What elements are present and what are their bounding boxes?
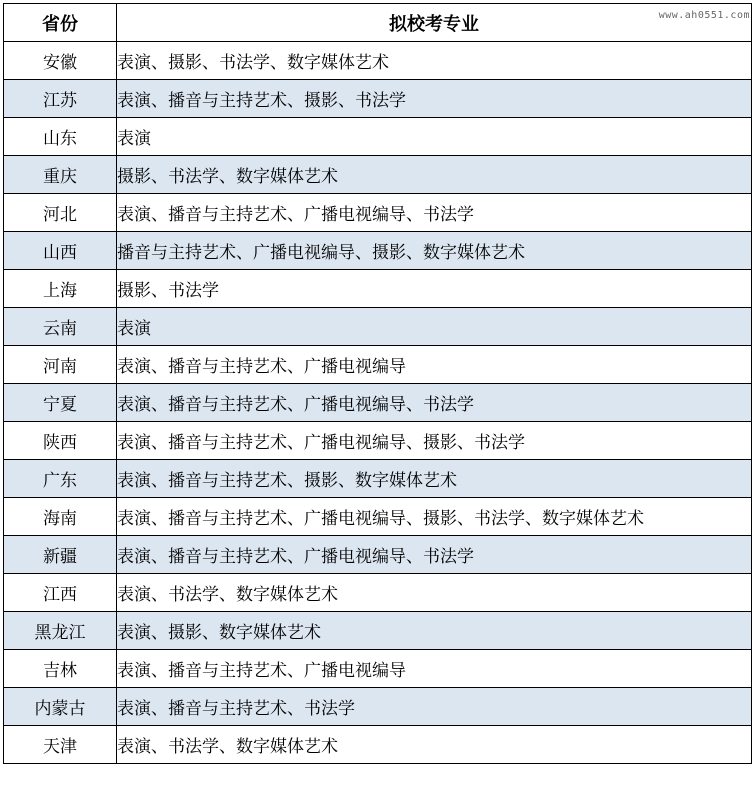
table-row	[4, 422, 752, 460]
table-row	[4, 232, 752, 270]
province-cell: 广东	[4, 460, 117, 498]
province-cell: 山东	[4, 118, 117, 156]
majors-cell: 表演	[117, 308, 752, 346]
majors-cell: 播音与主持艺术、广播电视编导、摄影、数字媒体艺术	[117, 232, 752, 270]
majors-cell: 表演、播音与主持艺术、摄影、书法学	[117, 80, 752, 118]
province-cell: 海南	[4, 498, 117, 536]
majors-cell: 表演、播音与主持艺术、广播电视编导、摄影、书法学、数字媒体艺术	[117, 498, 752, 536]
majors-cell: 表演、书法学、数字媒体艺术	[117, 726, 752, 764]
header-province: 省份	[4, 4, 117, 42]
table-row	[4, 726, 752, 764]
province-cell: 天津	[4, 726, 117, 764]
province-cell: 内蒙古	[4, 688, 117, 726]
province-cell: 吉林	[4, 650, 117, 688]
province-cell: 新疆	[4, 536, 117, 574]
majors-cell: 表演、播音与主持艺术、广播电视编导、书法学	[117, 384, 752, 422]
province-cell: 宁夏	[4, 384, 117, 422]
majors-cell: 表演、播音与主持艺术、书法学	[117, 688, 752, 726]
province-cell: 江西	[4, 574, 117, 612]
majors-cell: 摄影、书法学、数字媒体艺术	[117, 156, 752, 194]
table-row	[4, 308, 752, 346]
table-row	[4, 460, 752, 498]
table-row	[4, 574, 752, 612]
majors-cell: 表演、播音与主持艺术、广播电视编导、摄影、书法学	[117, 422, 752, 460]
majors-cell: 表演、书法学、数字媒体艺术	[117, 574, 752, 612]
majors-cell: 表演、摄影、书法学、数字媒体艺术	[117, 42, 752, 80]
watermark-text: www.ah0551.com	[658, 10, 750, 21]
province-cell: 陕西	[4, 422, 117, 460]
majors-cell: 表演、播音与主持艺术、广播电视编导、书法学	[117, 536, 752, 574]
table-row	[4, 156, 752, 194]
table-row	[4, 194, 752, 232]
table-row	[4, 42, 752, 80]
majors-cell: 表演、播音与主持艺术、摄影、数字媒体艺术	[117, 460, 752, 498]
table-row	[4, 118, 752, 156]
majors-cell: 表演、播音与主持艺术、广播电视编导	[117, 346, 752, 384]
province-cell: 黑龙江	[4, 612, 117, 650]
majors-cell: 表演、播音与主持艺术、广播电视编导	[117, 650, 752, 688]
province-majors-table	[3, 3, 752, 764]
province-cell: 云南	[4, 308, 117, 346]
majors-cell: 表演、摄影、数字媒体艺术	[117, 612, 752, 650]
table-row	[4, 688, 752, 726]
table-row	[4, 498, 752, 536]
table-row	[4, 270, 752, 308]
majors-cell: 摄影、书法学	[117, 270, 752, 308]
table-row	[4, 346, 752, 384]
table-row	[4, 80, 752, 118]
table-row	[4, 384, 752, 422]
table-header-row	[4, 4, 752, 42]
province-cell: 重庆	[4, 156, 117, 194]
table-row	[4, 612, 752, 650]
table-row	[4, 650, 752, 688]
province-cell: 安徽	[4, 42, 117, 80]
province-cell: 河北	[4, 194, 117, 232]
province-cell: 山西	[4, 232, 117, 270]
table-row	[4, 536, 752, 574]
header-majors: 拟校考专业	[117, 4, 752, 42]
majors-cell: 表演	[117, 118, 752, 156]
province-cell: 上海	[4, 270, 117, 308]
majors-cell: 表演、播音与主持艺术、广播电视编导、书法学	[117, 194, 752, 232]
province-cell: 江苏	[4, 80, 117, 118]
province-cell: 河南	[4, 346, 117, 384]
